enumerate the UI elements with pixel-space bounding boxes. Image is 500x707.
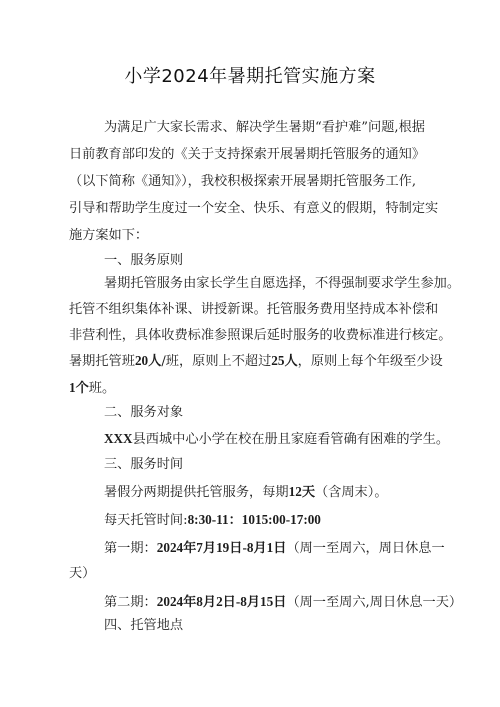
principles-line-2: 托管不组织集体补课、讲授新课。托管服务费用坚持成本补偿和 xyxy=(69,302,439,317)
daily-hours-value: 8:30-11：1015:00-17:00 xyxy=(187,512,321,527)
period-2-label: 第二期： xyxy=(104,595,157,610)
principles-line-5 xyxy=(69,380,115,397)
section-heading-location: 四、托管地点 xyxy=(104,618,184,633)
classes-per-grade-value: 1个 xyxy=(69,380,89,395)
intro-line-2: 日前教育部印发的《关于支持探索开展暑期托管服务的通知》 xyxy=(69,147,426,162)
section-heading-time: 三、服务时间 xyxy=(104,457,184,472)
daily-hours-label: 每天托管时间: xyxy=(104,513,188,528)
time-line-2 xyxy=(104,512,321,529)
max-class-size-value: 25人 xyxy=(271,353,298,368)
principles-line-4-part-a: 暑期托管班 xyxy=(69,354,135,369)
principles-line-3: 非营利性，具体收费标准参照课后延时服务的收费标准进行核定。 xyxy=(69,328,452,343)
period-2-note: （周一至周六,周日休息一天） xyxy=(286,595,463,610)
period-2-dates: 2024年8月2日-8月15日 xyxy=(156,594,287,609)
intro-line-5: 施方案如下： xyxy=(69,228,149,243)
section-heading-principles: 一、服务原则 xyxy=(104,253,184,268)
principles-line-4-part-c: /班，原则上不超过 xyxy=(161,354,272,369)
time-line-1-part-c: （含周末）。 xyxy=(315,485,388,500)
principles-line-1: 暑期托管服务由家长学生自愿选择，不得强制要求学生参加。 xyxy=(104,276,461,291)
county-placeholder: XXX xyxy=(104,431,133,446)
period-1-dates: 2024年7月19日-8月1日 xyxy=(156,540,287,555)
class-size-value: 20人 xyxy=(134,353,162,368)
period-1-label: 第一期： xyxy=(104,541,157,556)
intro-line-3: （以下简称《通知》），我校积极探索开展暑期托管服务工作, xyxy=(69,174,417,189)
time-line-3 xyxy=(104,540,445,557)
intro-line-1: 为满足广大家长需求、解决学生暑期“看护难”问题,根据 xyxy=(104,120,425,135)
document-title: 小学2024年暑期托管实施方案 xyxy=(124,66,376,87)
time-line-4: 天） xyxy=(69,566,96,581)
period-1-note: （周一至周六，周日休息一 xyxy=(286,541,445,556)
targets-line-1-text: 县西城中心小学在校在册且家庭看管确有困难的学生。 xyxy=(132,432,450,447)
days-per-period-value: 12天 xyxy=(288,484,315,499)
principles-line-4 xyxy=(69,353,443,370)
time-line-1-part-a: 暑假分两期提供托管服务，每期 xyxy=(104,485,289,500)
time-line-1 xyxy=(104,484,388,501)
targets-line-1 xyxy=(104,431,449,448)
intro-line-4: 引导和帮助学生度过一个安全、快乐、有意义的假期，特制定实 xyxy=(69,201,439,216)
time-line-5 xyxy=(104,594,462,611)
principles-line-5-part-b: 班。 xyxy=(88,381,116,396)
section-heading-targets: 二、服务对象 xyxy=(104,405,184,420)
principles-line-4-part-e: ，原则上每个年级至少设 xyxy=(297,354,443,369)
